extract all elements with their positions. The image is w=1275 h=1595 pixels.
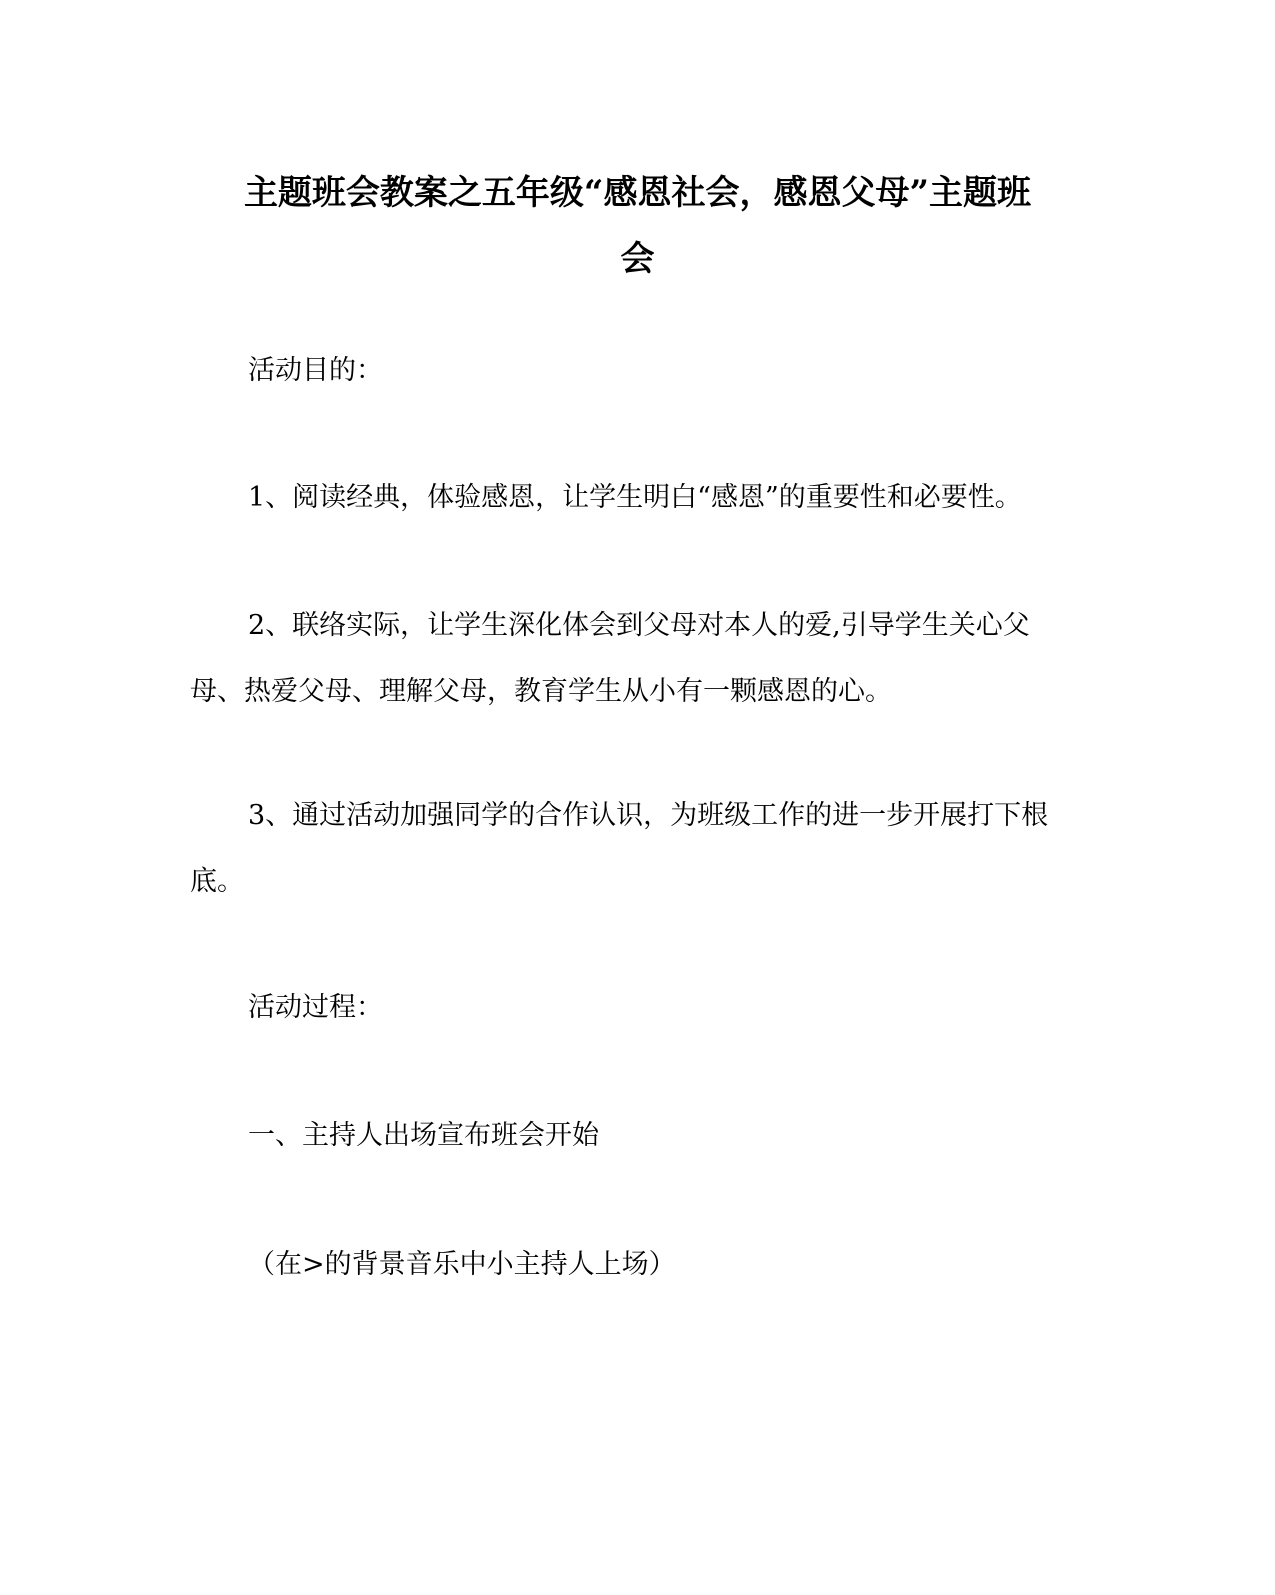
title-line-1: 主题班会教案之五年级“感恩社会，感恩父母”主题班 [243, 173, 1032, 213]
process-note: （在>的背景音乐中小主持人上场） [248, 1249, 676, 1280]
goal-item-3: 3、通过活动加强同学的合作认识，为班级工作的进一步开展打下根底。 [190, 800, 1049, 897]
goal-item-2: 2、联络实际，让学生深化体会到父母对本人的爱,引导学生关心父母、热爱父母、理解父母，教育学生从小有一颗感恩的心。 [190, 610, 1030, 707]
section-heading-process: 活动过程： [248, 992, 383, 1023]
process-step-1: 一、主持人出场宣布班会开始 [248, 1120, 599, 1151]
document-title [190, 160, 1085, 292]
section-heading-goals: 活动目的： [248, 355, 383, 386]
goal-item-1: 1、阅读经典，体验感恩，让学生明白“感恩”的重要性和必要性。 [248, 482, 1022, 513]
title-line-2: 会 [620, 239, 655, 279]
